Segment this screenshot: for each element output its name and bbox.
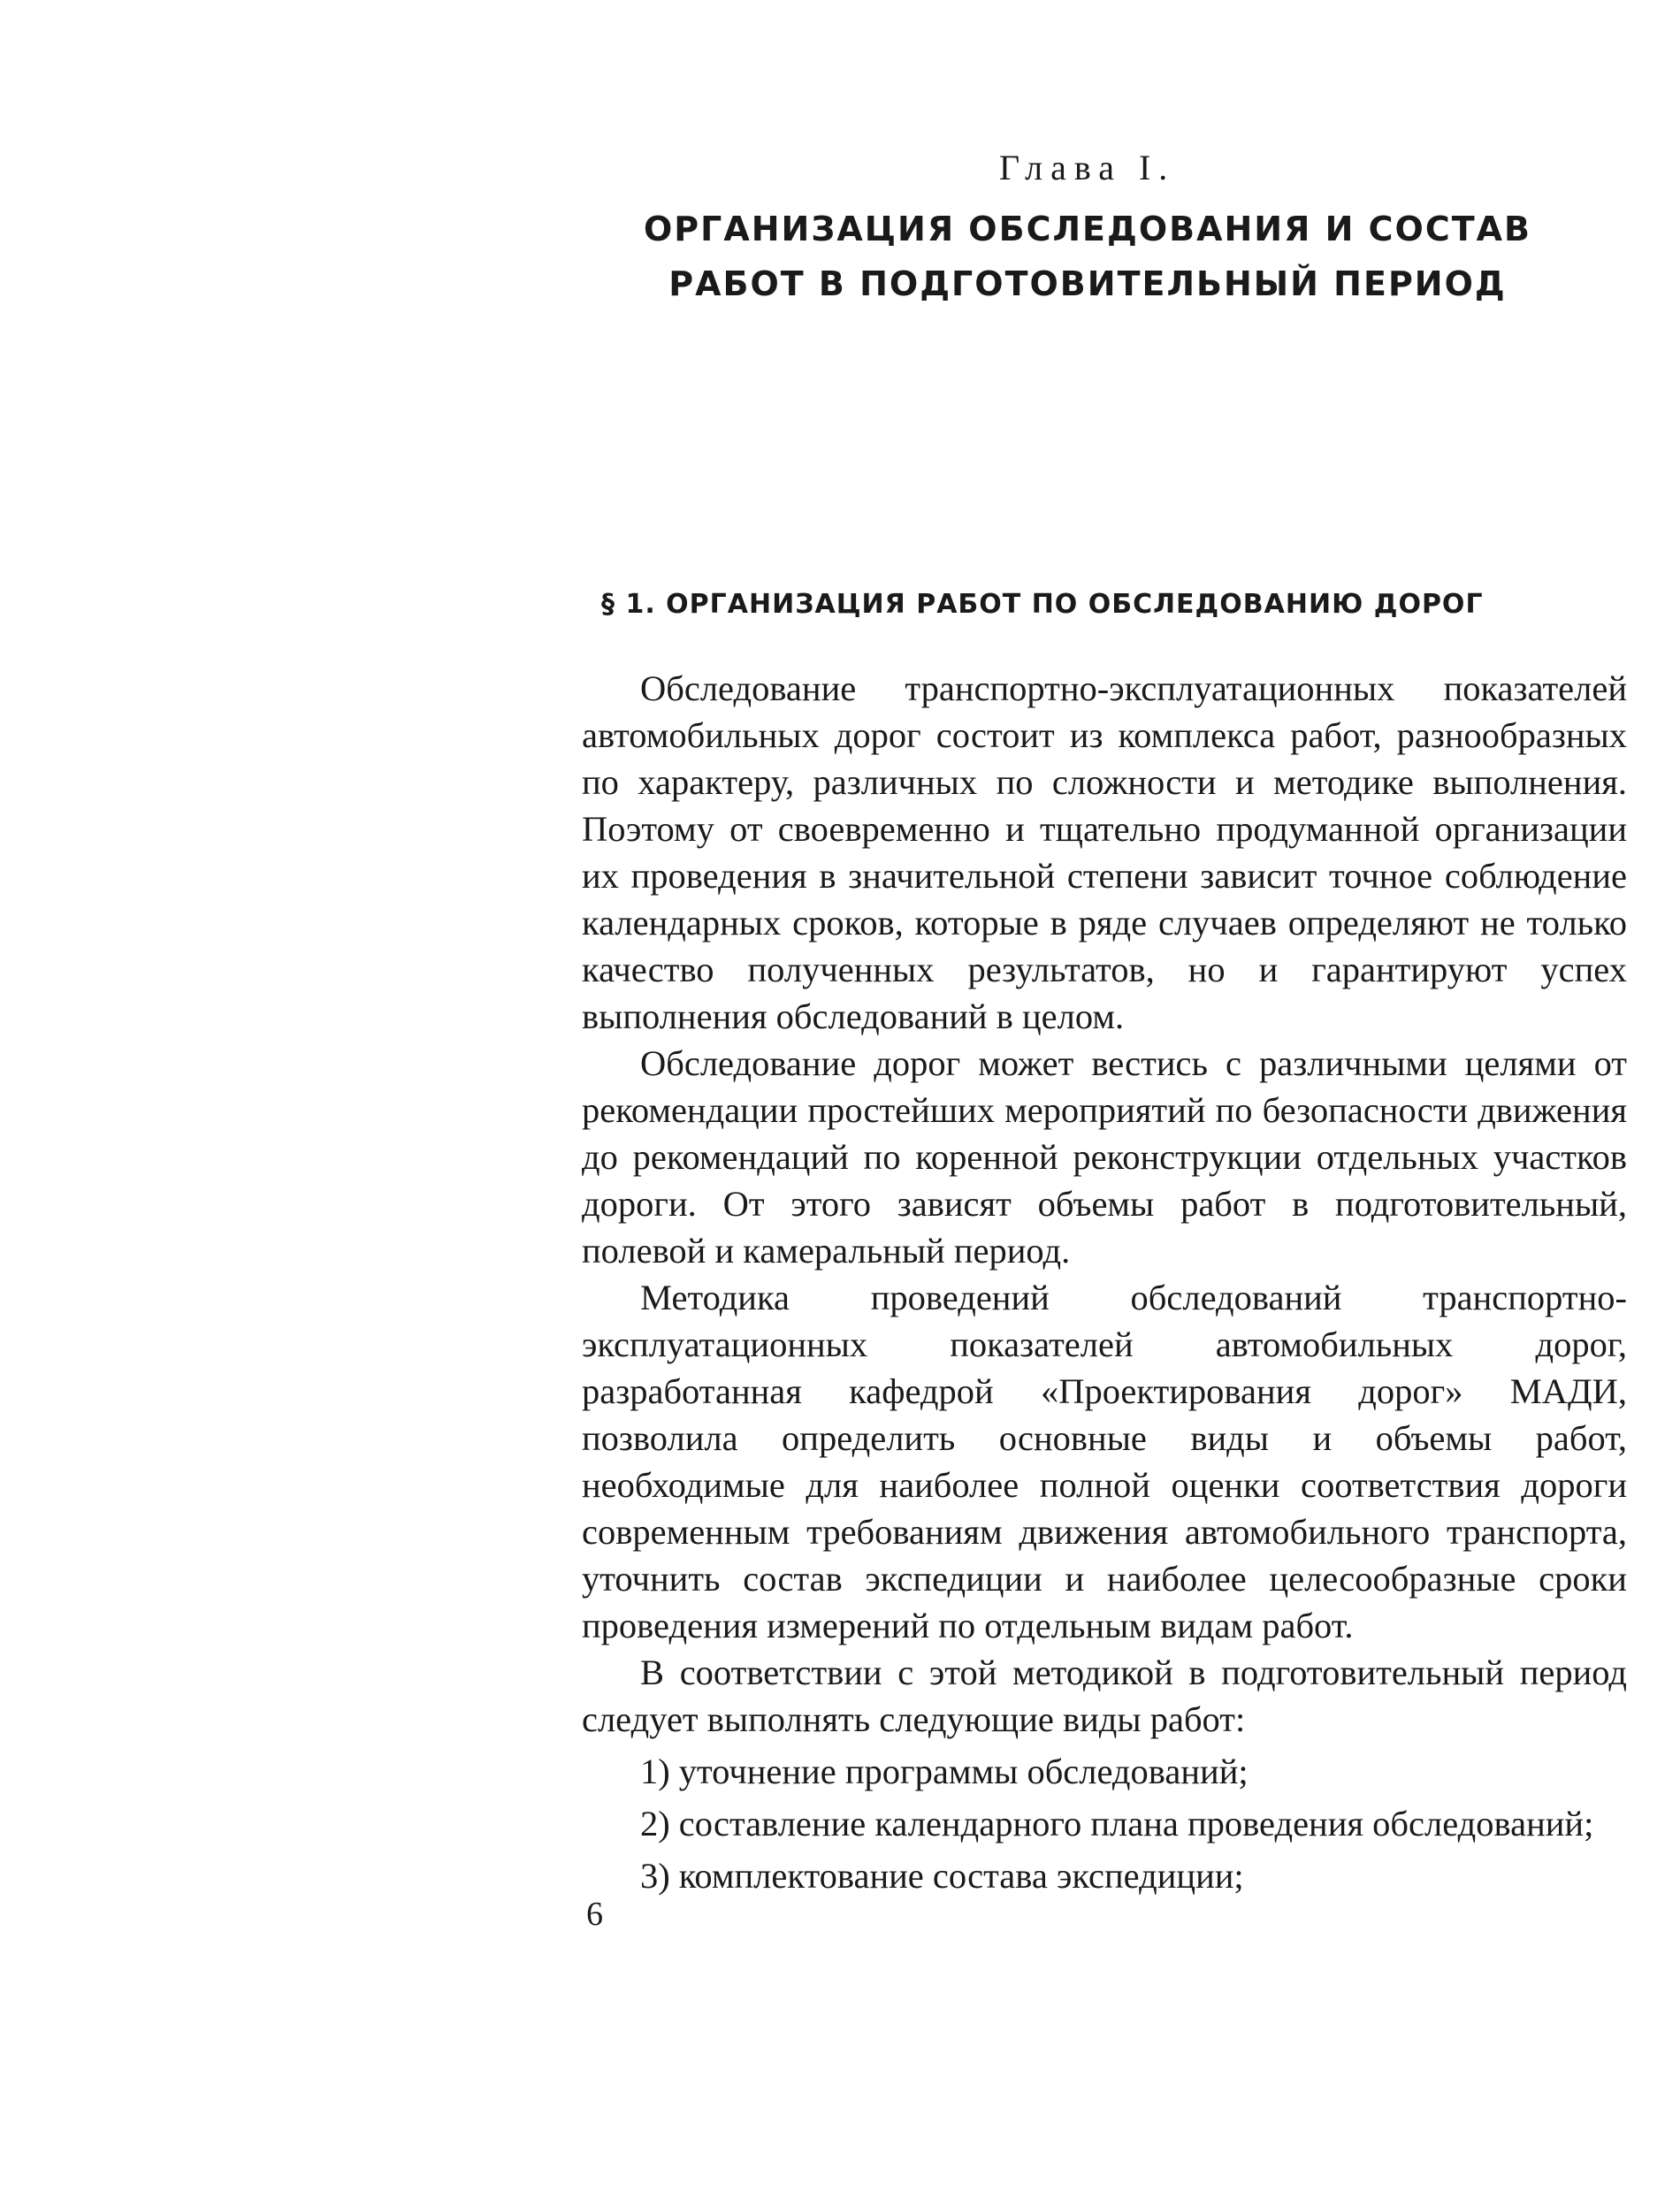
list-item (582, 1852, 1627, 1899)
list-item-number: 3) (640, 1856, 670, 1896)
paragraph: В соответствии с этой методикой в подготовительный период следует выполнять следующие виды работ: (582, 1653, 1627, 1739)
page-number: 6 (586, 1896, 603, 1933)
chapter-title-line: РАБОТ В ПОДГОТОВИТЕЛЬНЫЙ ПЕРИОД (668, 264, 1507, 303)
paragraph: Обследование дорог может вестись с различными целями от рекомендации простейших мероприятий по безопасности движения до рекомендаций по коренной реконструкции отдельных участков дороги. От этого зависят объемы работ в подготовительный, полевой и камеральный период. (582, 1043, 1627, 1271)
list-item-number: 1) (640, 1752, 670, 1791)
list-item (582, 1800, 1627, 1847)
paragraph: Обследование транспортно-эксплуатационных показателей автомобильных дорог состоит из комплекса работ, разнообразных по характеру, различных по сложности и методике выполнения. Поэтому от своевременно и тщательно продуманной организации их проведения в значительной степени зависит точное соблюдение календарных сроков, которые в ряде случаев определяют не только качество полученных результатов, но и гарантируют успех выполнения обследований в целом. (582, 668, 1627, 1036)
list-item-number: 2) (640, 1804, 670, 1843)
list-item-text: комплектование состава экспедиции; (678, 1856, 1244, 1896)
section-heading: § 1. ОРГАНИЗАЦИЯ РАБОТ ПО ОБСЛЕДОВАНИЮ ДОРОГ (601, 589, 1484, 620)
list-item-text: уточнение программы обследований; (678, 1752, 1249, 1791)
body-text (582, 665, 1627, 1899)
chapter-label: Глава I. (999, 148, 1176, 187)
list-item (582, 1748, 1627, 1795)
chapter-title (619, 202, 1556, 311)
paragraph: Методика проведений обследований транспортно-эксплуатационных показателей автомобильных дорог, разработанная кафедрой «Проектирования дорог» МАДИ, позволила определить основные виды и объемы работ, необходимые для наиболее полной оценки соответствия дороги современным требованиям движения автомобильного транспорта, уточнить состав экспедиции и наиболее целесообразные сроки проведения измерений по отдельным видам работ. (582, 1278, 1627, 1645)
chapter-title-line: ОРГАНИЗАЦИЯ ОБСЛЕДОВАНИЯ И СОСТАВ (643, 210, 1532, 248)
work-list (582, 1748, 1627, 1899)
list-item-text: составление календарного плана проведения обследований; (678, 1804, 1594, 1843)
